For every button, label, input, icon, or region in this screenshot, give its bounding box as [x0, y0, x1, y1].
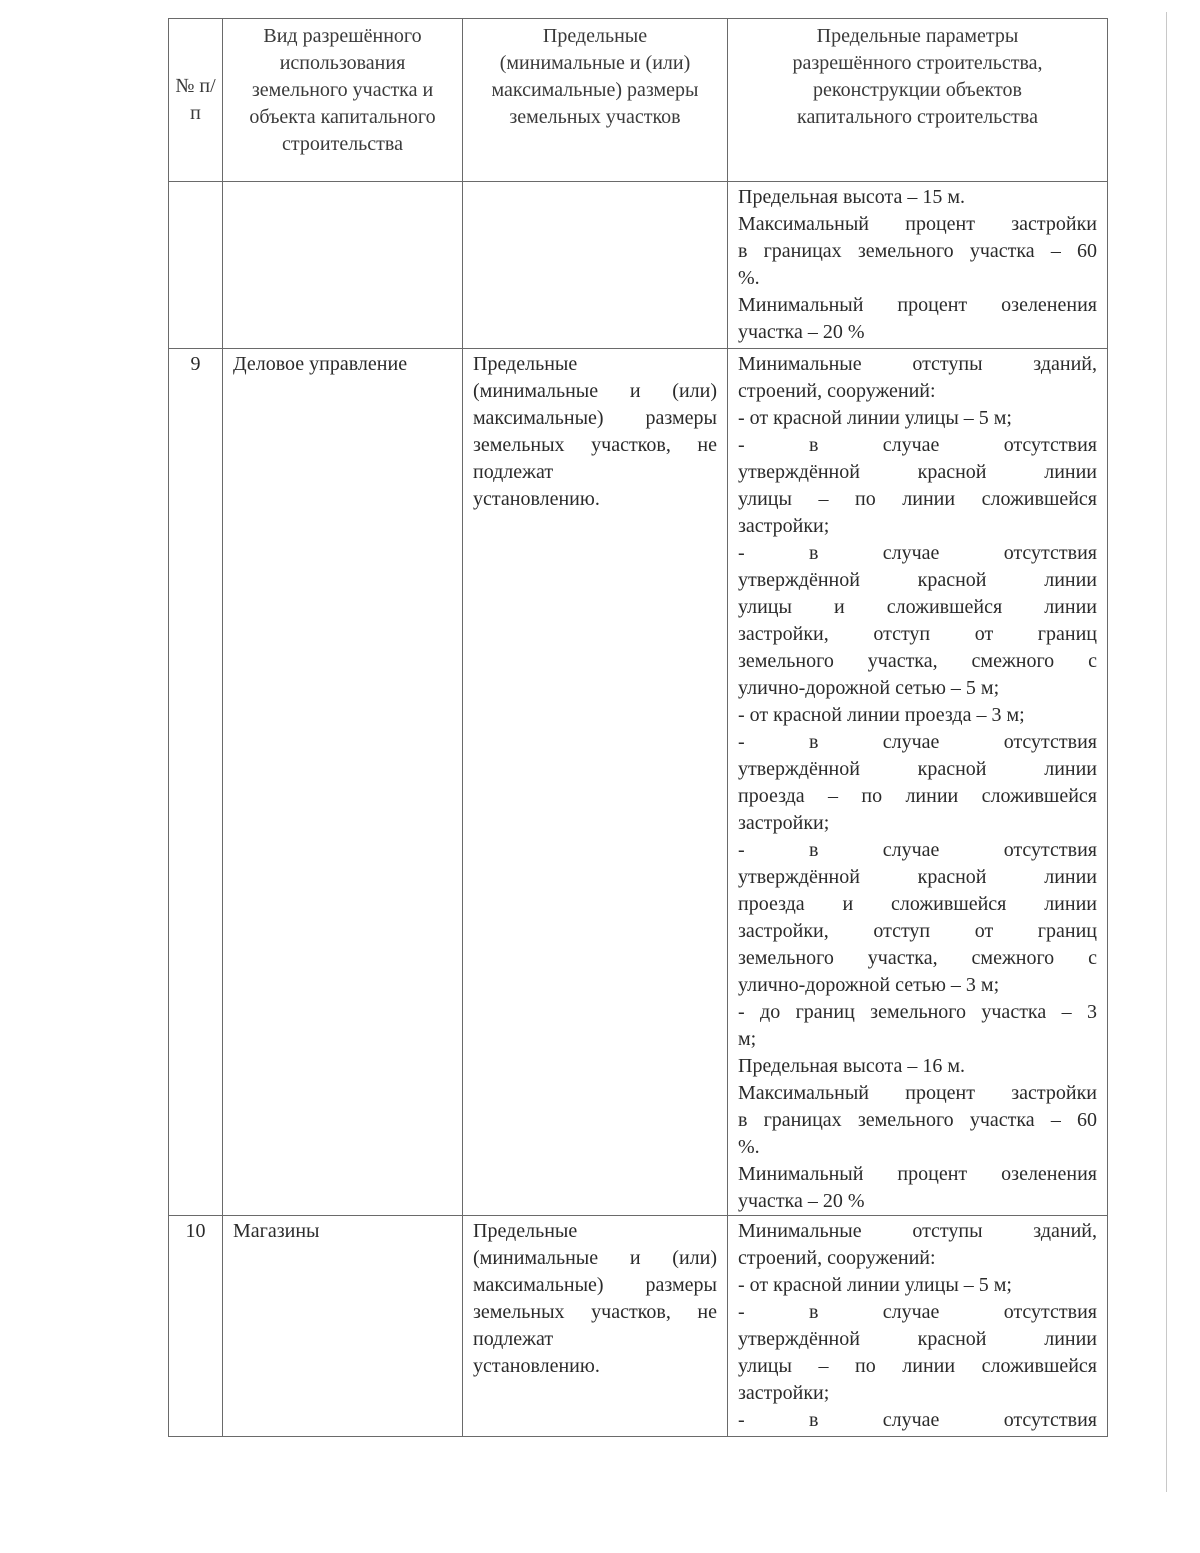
text-line: застройки;: [738, 1382, 830, 1404]
text-line: Минимальные отступы зданий,: [738, 353, 1097, 375]
text-line: улицы – по линии сложившейся: [738, 488, 1097, 510]
row-num: 9: [169, 349, 223, 1216]
text-line: улично-дорожной сетью – 5 м;: [738, 677, 1000, 699]
text-line: участка – 20 %: [738, 1190, 865, 1212]
header-build-params: Предельные параметры разрешённого строительства, реконструкции объектов капитального строительства: [728, 19, 1108, 182]
text-line: Минимальные отступы зданий,: [738, 1220, 1097, 1242]
text-line: в границах земельного участка – 60: [738, 240, 1097, 262]
text-line: проезда – по линии сложившейся: [738, 785, 1097, 807]
text-line: улицы и сложившейся линии: [738, 596, 1097, 618]
text-line: - в случае отсутствия: [738, 1409, 1097, 1431]
text-line: максимальные) размеры: [473, 1274, 717, 1296]
text-line: - до границ земельного участка – 3: [738, 1001, 1097, 1023]
text-line: Предельная высота – 16 м.: [738, 1055, 966, 1077]
text-line: Максимальный процент застройки: [738, 1082, 1097, 1104]
text-line: Предельная высота – 15 м.: [738, 186, 966, 208]
text-line: строений, сооружений:: [738, 1247, 936, 1269]
row-use-type: Магазины: [223, 1216, 463, 1437]
text-line: земельных участков, не: [473, 434, 717, 456]
row-build-params: [728, 349, 1108, 1216]
text-line: - от красной линии проезда – 3 м;: [738, 704, 1025, 726]
text-line: - в случае отсутствия: [738, 434, 1097, 456]
table-row-10: [169, 1216, 1108, 1437]
header-plot-size: Предельные (минимальные и (или) максимальные) размеры земельных участков: [463, 19, 728, 182]
row-num: [169, 182, 223, 349]
text-line: земельного участка, смежного с: [738, 947, 1097, 969]
text-line: улицы – по линии сложившейся: [738, 1355, 1097, 1377]
row-num: 10: [169, 1216, 223, 1437]
text-line: - от красной линии улицы – 5 м;: [738, 407, 1012, 429]
row-plot-size: [463, 182, 728, 349]
text-line: (минимальные и (или): [473, 380, 717, 402]
text-line: земельного участка, смежного с: [738, 650, 1097, 672]
text-line: установлению.: [473, 488, 600, 510]
text-line: подлежат: [473, 461, 554, 483]
row-use-type: [223, 182, 463, 349]
text-line: застройки, отступ от границ: [738, 623, 1097, 645]
text-line: - в случае отсутствия: [738, 542, 1097, 564]
text-line: %.: [738, 1136, 760, 1158]
text-line: - от красной линии улицы – 5 м;: [738, 1274, 1012, 1296]
text-line: - в случае отсутствия: [738, 839, 1097, 861]
text-line: участка – 20 %: [738, 321, 865, 343]
text-line: %.: [738, 267, 760, 289]
text-line: утверждённой красной линии: [738, 758, 1097, 780]
text-line: максимальные) размеры: [473, 407, 717, 429]
row-use-type: Деловое управление: [223, 349, 463, 1216]
header-num: № п/п: [169, 19, 223, 182]
text-line: застройки, отступ от границ: [738, 920, 1097, 942]
text-line: подлежат: [473, 1328, 554, 1350]
text-line: - в случае отсутствия: [738, 731, 1097, 753]
row-build-params: [728, 182, 1108, 349]
text-line: Максимальный процент застройки: [738, 213, 1097, 235]
text-line: Предельные: [473, 353, 578, 375]
text-line: утверждённой красной линии: [738, 1328, 1097, 1350]
text-line: Минимальный процент озеленения: [738, 1163, 1097, 1185]
text-line: улично-дорожной сетью – 3 м;: [738, 974, 1000, 996]
text-line: застройки;: [738, 812, 830, 834]
text-line: земельных участков, не: [473, 1301, 717, 1323]
text-line: утверждённой красной линии: [738, 569, 1097, 591]
row-plot-size: [463, 1216, 728, 1437]
row-plot-size: [463, 349, 728, 1216]
text-line: строений, сооружений:: [738, 380, 936, 402]
header-use-type: Вид разрешённого использования земельного участка и объекта капитального строительства: [223, 19, 463, 182]
text-line: Минимальный процент озеленения: [738, 294, 1097, 316]
row-build-params: [728, 1216, 1108, 1437]
table-row-continued: [169, 182, 1108, 349]
text-line: - в случае отсутствия: [738, 1301, 1097, 1323]
regulations-table: [168, 18, 1108, 1437]
text-line: утверждённой красной линии: [738, 461, 1097, 483]
text-line: Предельные: [473, 1220, 578, 1242]
text-line: установлению.: [473, 1355, 600, 1377]
page-edge-line: [1166, 12, 1167, 1492]
table-row-9: [169, 349, 1108, 1216]
text-line: застройки;: [738, 515, 830, 537]
text-line: м;: [738, 1028, 757, 1050]
text-line: утверждённой красной линии: [738, 866, 1097, 888]
text-line: в границах земельного участка – 60: [738, 1109, 1097, 1131]
text-line: проезда и сложившейся линии: [738, 893, 1097, 915]
text-line: (минимальные и (или): [473, 1247, 717, 1269]
header-row: [169, 19, 1108, 182]
